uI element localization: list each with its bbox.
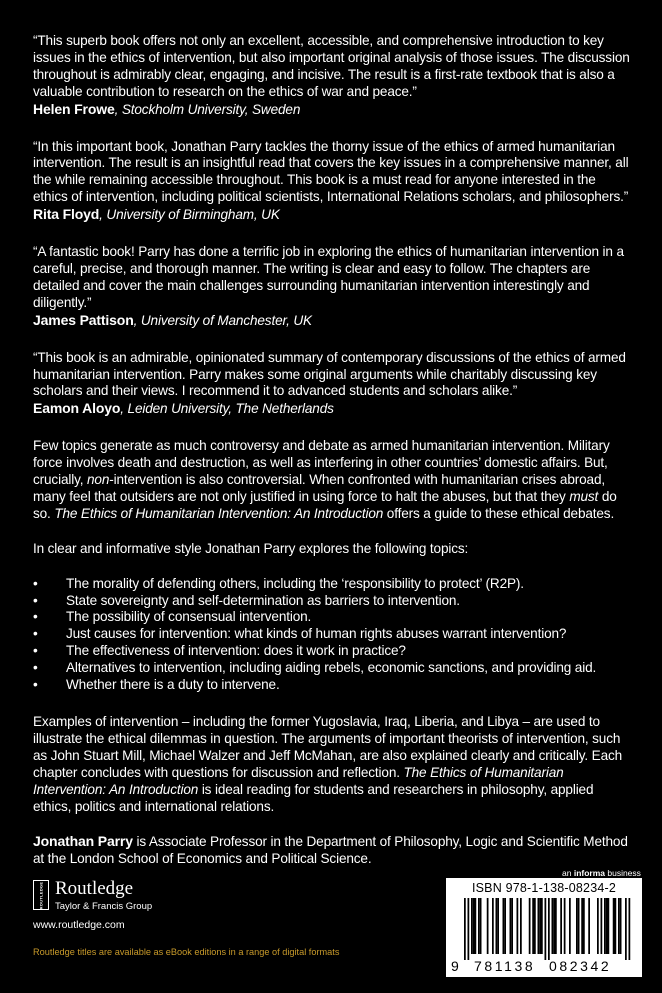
intro-text: -intervention is also controversial. When confronted with humanitarian crises abroad, many feel that outsiders are not only justified in using force to halt the abuses, but that they <box>33 472 605 504</box>
barcode-icon <box>446 898 642 960</box>
bullet-icon: • <box>33 677 38 693</box>
barcode-bar <box>613 898 615 954</box>
barcode-bar <box>504 898 506 954</box>
topic-text: Just causes for intervention: what kinds of human rights abuses warrant intervention? <box>66 626 567 642</box>
examples-text: Examples of intervention – including the former Yugoslavia, Iraq, Liberia, and Libya – are used to illustrate the ethical dilemmas in question. The arguments of important theorists of intervention, such as John Stuart Mill, Michael Walzer and Jeff McMahan, are also explained clearly and critically. Each chapter concludes with questions for discussion and reflection. <box>33 714 623 780</box>
informa-brand: informa <box>573 868 605 878</box>
barcode-bar <box>583 898 585 954</box>
book-title-italic: The Ethics of Humanitarian Intervention: An Introduction <box>54 505 384 521</box>
barcode-bar <box>629 898 631 960</box>
bullet-icon: • <box>33 609 38 625</box>
barcode-bar <box>555 898 557 954</box>
topic-text: Alternatives to intervention, including aiding rebels, economic sanctions, and providing aid. <box>66 660 597 676</box>
barcode-bar <box>487 898 489 954</box>
barcode-bar <box>618 898 620 954</box>
ebook-note: Routledge titles are available as eBook editions in a range of digital formats <box>33 947 340 957</box>
barcode-bar <box>511 898 513 954</box>
barcode-bar <box>517 898 519 954</box>
barcode-bar <box>478 898 480 954</box>
endorsement-quote: “This superb book offers not only an excellent, accessible, and comprehensive introduction to key issues in the ethics of intervention, but also important original analysis of those issues. The discussion throughout is admirably clear, engaging, and incisive. The result is a first-rate textbook that is also a valuable contribution to research on the ethics of war and peace.” <box>33 33 630 99</box>
intro-paragraph <box>33 438 633 523</box>
topic-text: The effectiveness of intervention: does it work in practice? <box>66 643 406 659</box>
barcode-bar <box>538 898 540 954</box>
examples-text: is ideal reading for students and researchers in philosophy, applied ethics, politics and international relations. <box>33 781 594 814</box>
barcode-bar <box>464 898 466 960</box>
barcode-bar <box>564 898 566 954</box>
informa-business-label <box>562 868 641 878</box>
barcode-bar <box>588 898 590 954</box>
barcode-bar <box>576 898 578 954</box>
topics-intro: In clear and informative style Jonathan Parry explores the following topics: <box>33 540 469 556</box>
endorser-name: James Pattison <box>33 311 134 328</box>
barcode-digits <box>446 958 642 976</box>
bullet-icon: • <box>33 660 38 676</box>
bullet-icon: • <box>33 626 38 642</box>
list-item <box>33 643 633 660</box>
barcode-bar <box>532 898 534 954</box>
bullet-icon: • <box>33 575 38 591</box>
book-title-italic: The Ethics of Humanitarian Intervention: An Introduction <box>33 764 564 797</box>
endorsement-quote: “In this important book, Jonathan Parry tackles the thorny issue of the ethics of armed humanitarian intervention. The result is an insightful read that covers the key issues in a comprehensive manner, all the while remaining accessible throughout. This book is a must read for anyone interested in the ethics of intervention, including political scientists, International Relations scholars, and philosophers.” <box>33 138 629 205</box>
barcode-bar <box>581 898 583 954</box>
endorser-affiliation: , University of Manchester, UK <box>133 312 312 328</box>
endorser-affiliation: , University of Birmingham, UK <box>99 207 280 223</box>
informa-suffix: business <box>605 868 641 878</box>
barcode-bar <box>539 898 541 954</box>
barcode-bar <box>601 898 603 954</box>
intro-text: offers a guide to these ethical debates. <box>383 505 615 521</box>
author-name: Jonathan Parry <box>33 833 133 850</box>
barcode-bar <box>473 898 475 954</box>
barcode-bar <box>620 898 622 954</box>
barcode-bar <box>475 898 477 954</box>
isbn-label: ISBN 978-1-138-08234-2 <box>471 881 617 895</box>
endorser-name: Eamon Aloyo <box>33 400 121 417</box>
barcode-bar <box>615 898 617 954</box>
endorser-affiliation: , Leiden University, The Netherlands <box>120 401 334 417</box>
author-bio <box>33 833 633 868</box>
endorsement-quote: “This book is an admirable, opinionated summary of contemporary discussions of the ethics of armed humanitarian intervention. Parry makes some original arguments while charitably discussing key scholars and their views. I recommend it to advanced students and scholars alike.” <box>33 349 626 399</box>
barcode-bar <box>497 898 499 954</box>
isbn-barcode <box>446 878 642 977</box>
list-item <box>33 593 633 610</box>
endorser-name: Helen Frowe <box>33 100 115 117</box>
examples-paragraph <box>33 714 633 815</box>
endorser-name: Rita Floyd <box>33 206 100 223</box>
intro-emphasis: non <box>87 472 110 488</box>
intro-text: do so. <box>33 488 617 521</box>
bullet-icon: • <box>33 592 38 608</box>
author-bio-text: is Associate Professor in the Department of Philosophy, Logic and Scientific Method at the London School of Economics and Political Science. <box>33 834 628 867</box>
intro-emphasis: must <box>569 488 599 504</box>
publisher-website: www.routledge.com <box>33 919 125 931</box>
barcode-bar <box>541 898 543 954</box>
barcode-bar <box>569 898 571 954</box>
barcode-bar <box>606 898 608 954</box>
barcode-bar <box>468 898 470 960</box>
barcode-bar <box>552 898 554 954</box>
endorsement-attribution <box>33 206 633 224</box>
endorsement-attribution <box>33 312 633 330</box>
back-cover-text <box>33 33 633 886</box>
barcode-bar <box>604 898 606 954</box>
topic-text: The possibility of consensual intervention. <box>66 609 312 625</box>
topics-list <box>33 576 633 694</box>
barcode-bar <box>625 898 627 960</box>
barcode-bar <box>520 898 522 954</box>
endorsement-quote: “A fantastic book! Parry has done a terrific job in exploring the ethics of humanitarian intervention in a careful, precise, and thorough manner. The writing is clear and easy to follow. The chapters are detailed and cover the main challenges surrounding humanitarian intervention interestingly and diligently.” <box>33 244 624 310</box>
informa-prefix: an <box>562 868 574 878</box>
barcode-bar <box>480 898 482 954</box>
barcode-bar <box>529 898 531 954</box>
barcode-digits-left: 781138 <box>474 958 536 974</box>
list-item <box>33 677 633 694</box>
barcode-digits-right: 082342 <box>549 958 612 974</box>
endorser-affiliation: , Stockholm University, Sweden <box>114 101 301 117</box>
barcode-bar <box>608 898 610 954</box>
publisher-name: Routledge <box>55 878 134 899</box>
endorsement-attribution <box>33 101 633 119</box>
topic-text: The morality of defending others, including the ‘responsibility to protect’ (R2P). <box>66 575 524 591</box>
topic-text: Whether there is a duty to intervene. <box>66 677 280 693</box>
barcode-bar <box>471 898 473 954</box>
barcode-bar <box>597 898 599 954</box>
topic-text: State sovereignty and self-determination as barriers to intervention. <box>66 592 460 608</box>
list-item <box>33 576 633 593</box>
logo-mark-text: ROUTLEDGE <box>38 881 44 909</box>
barcode-bar <box>545 898 547 960</box>
barcode-bar <box>492 898 494 954</box>
barcode-digit-first: 9 <box>451 958 459 974</box>
list-item <box>33 626 633 643</box>
barcode-bar <box>496 898 498 954</box>
barcode-bar <box>548 898 550 960</box>
routledge-logo-icon <box>33 880 49 910</box>
bullet-icon: • <box>33 643 38 659</box>
barcode-bar <box>560 898 562 954</box>
barcode-bar <box>510 898 512 954</box>
list-item <box>33 609 633 626</box>
list-item <box>33 660 633 677</box>
endorsement-attribution <box>33 400 633 418</box>
barcode-bar <box>578 898 580 954</box>
intro-text: Few topics generate as much controversy and debate as armed humanitarian intervention. Military force involves death and destruction, as well as interfering in other countries’ domestic affairs. But, crucially, <box>33 438 610 488</box>
barcode-bar <box>534 898 536 954</box>
publisher-group: Taylor & Francis Group <box>55 901 153 912</box>
barcode-bar <box>553 898 555 954</box>
barcode-bar <box>503 898 505 954</box>
